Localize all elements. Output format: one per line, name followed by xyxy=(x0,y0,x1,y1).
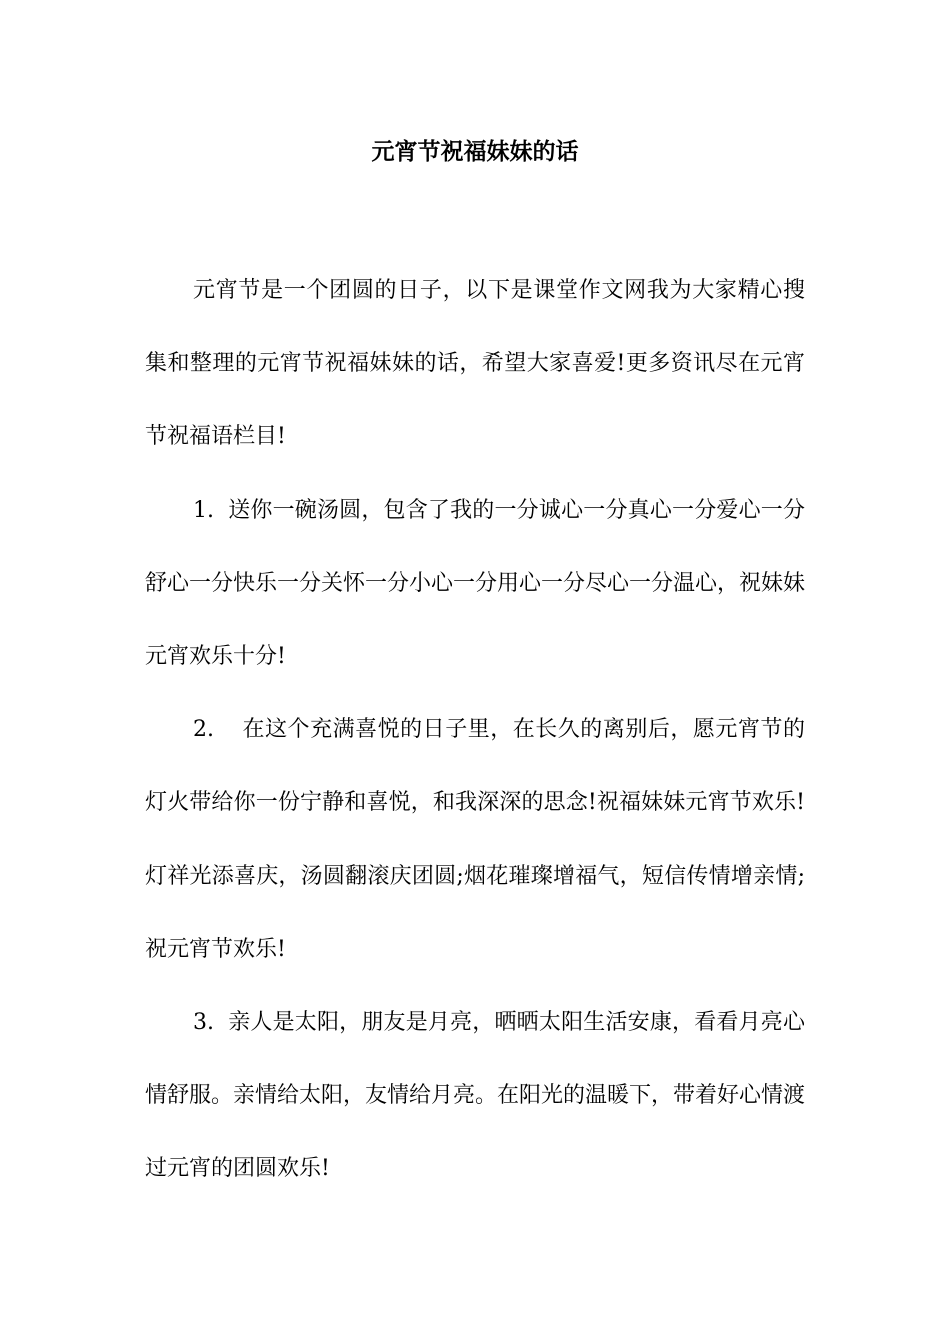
page-title: 元宵节祝福妹妹的话 xyxy=(371,138,579,165)
item-number: 2. xyxy=(193,717,214,743)
paragraph-text: 在这个充满喜悦的日子里，在长久的离别后，愿元宵节的灯火带给你一份宁静和喜悦，和我深深的思念!祝福妹妹元宵节欢乐!灯祥光添喜庆，汤圆翻滚庆团圆;烟花璀璨增福气，短信传情增亲情;祝元宵节欢乐! xyxy=(145,717,805,962)
paragraph-text: 送你一碗汤圆，包含了我的一分诚心一分真心一分爱心一分舒心一分快乐一分关怀一分小心一分用心一分尽心一分温心，祝妹妹元宵欢乐十分! xyxy=(145,497,806,670)
list-item xyxy=(145,474,805,694)
intro-paragraph xyxy=(145,254,805,474)
list-item xyxy=(145,986,805,1206)
paragraph-text: 元宵节是一个团圆的日子，以下是课堂作文网我为大家精心搜集和整理的元宵节祝福妹妹的话，希望大家喜爱!更多资讯尽在元宵节祝福语栏目! xyxy=(145,278,805,450)
paragraph-text: 亲人是太阳，朋友是月亮，晒晒太阳生活安康，看看月亮心情舒服。亲情给太阳，友情给月亮。在阳光的温暖下，带着好心情渡过元宵的团圆欢乐! xyxy=(145,1010,806,1182)
item-number: 1. xyxy=(193,497,214,523)
item-number: 3. xyxy=(193,1010,214,1036)
list-item xyxy=(145,693,805,986)
document-body xyxy=(145,254,805,1206)
